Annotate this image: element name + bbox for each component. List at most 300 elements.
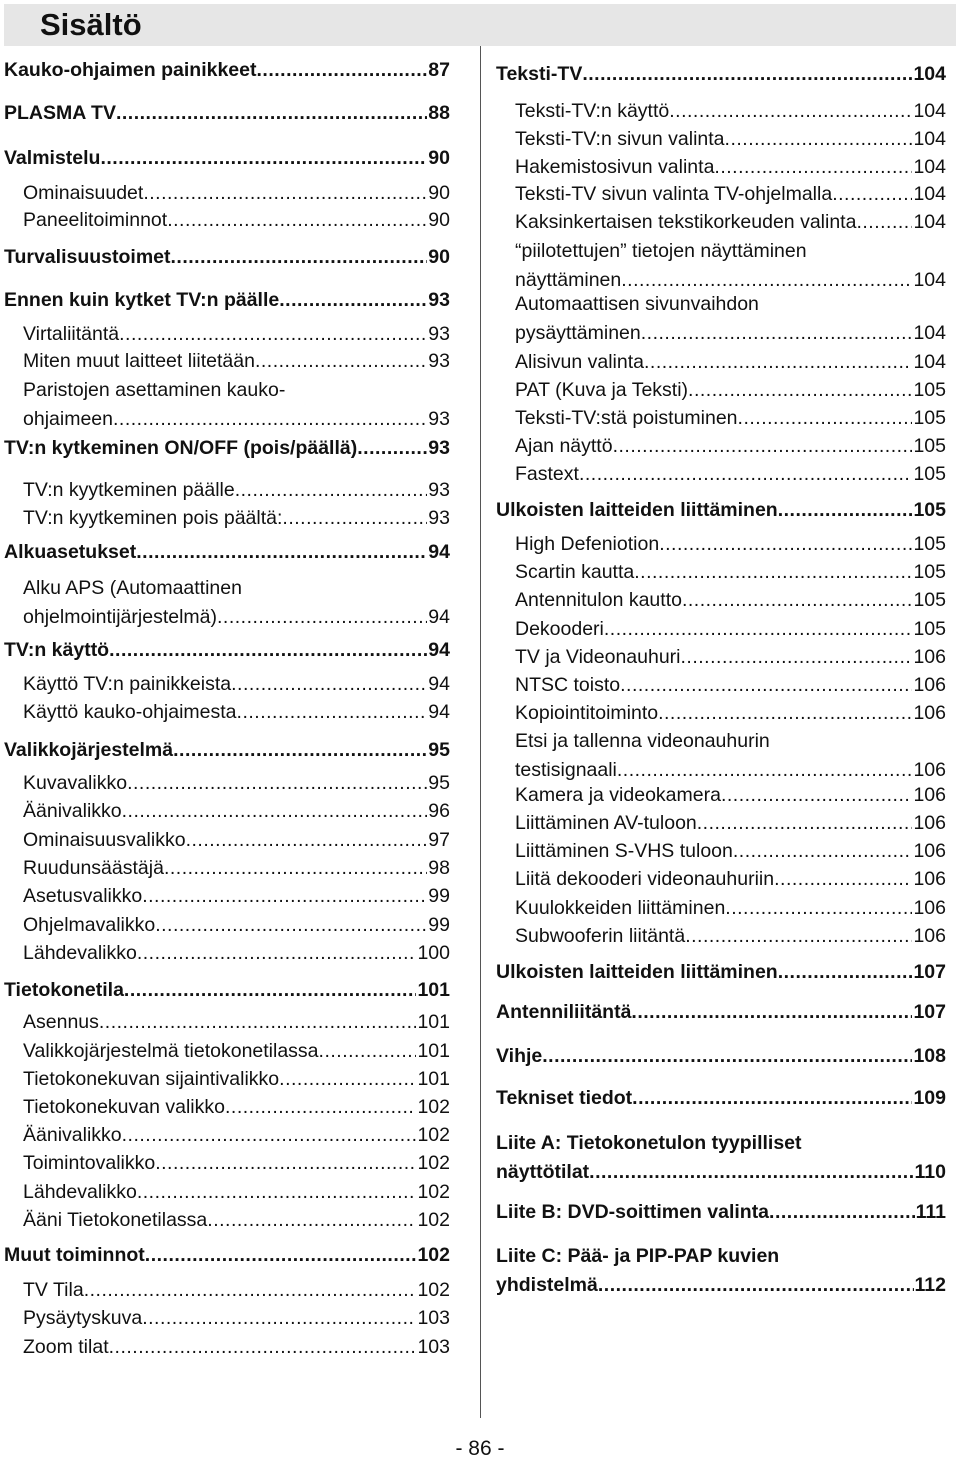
toc-entry-title: Teksti-TV:stä poistuminen — [515, 407, 738, 429]
toc-page-number: 93 — [428, 408, 450, 430]
toc-entry-title: Ruudunsäästäjä — [23, 857, 164, 879]
toc-line — [23, 603, 450, 632]
toc-heading-entry — [496, 958, 946, 987]
toc-entry-title: Paneelitoiminnot — [23, 209, 168, 231]
toc-line — [515, 643, 946, 672]
toc-entry-title: Muut toiminnot — [4, 1244, 145, 1266]
toc-page-number: 105 — [913, 618, 946, 640]
toc-entry-title: Automaattisen sivunvaihdon — [515, 293, 759, 315]
toc-entry-title: NTSC toisto — [515, 674, 621, 696]
toc-entry-title: Kaksinkertaisen tekstikorkeuden valinta — [515, 211, 857, 233]
dot-leader — [235, 476, 428, 505]
toc-page-number: 102 — [417, 1279, 450, 1301]
toc-page-number: 105 — [913, 533, 946, 555]
toc-heading-entry — [496, 998, 946, 1027]
toc-heading-entry — [4, 1241, 450, 1270]
toc-heading-entry — [4, 286, 450, 315]
toc-heading-entry — [496, 1198, 946, 1227]
toc-line — [4, 144, 450, 173]
dot-leader — [733, 837, 913, 866]
toc-entry-title: Liite B: DVD-soittimen valinta — [496, 1201, 770, 1223]
toc-entry-title: Äänivalikko — [23, 1124, 122, 1146]
toc-page-number: 90 — [428, 147, 450, 169]
toc-entry-title: TV:n käyttö — [4, 639, 110, 661]
toc-line — [515, 837, 946, 866]
toc-line — [4, 243, 450, 272]
dot-leader — [634, 558, 912, 587]
dot-leader — [632, 1084, 912, 1113]
toc-entry-title: Valikkojärjestelmä tietokonetilassa — [23, 1040, 319, 1062]
toc-entry — [4, 698, 450, 727]
toc-entry-title: Liittäminen S-VHS tuloon — [515, 840, 733, 862]
toc-page-number: 104 — [913, 211, 946, 233]
toc-line — [515, 781, 946, 810]
toc-line — [4, 636, 450, 665]
toc-line — [23, 797, 450, 826]
toc-entry — [4, 179, 450, 208]
toc-page-number: 106 — [913, 868, 946, 890]
dot-leader — [164, 854, 427, 883]
toc-heading-entry — [4, 538, 450, 567]
toc-entry-title: näyttäminen — [515, 269, 622, 291]
toc-line — [496, 496, 946, 525]
toc-entry-title: Teksti-TV:n sivun valinta — [515, 128, 725, 150]
toc-page-number: 106 — [913, 759, 946, 781]
toc-entry — [4, 882, 450, 911]
toc-line — [23, 1008, 450, 1037]
toc-heading-entry — [4, 243, 450, 272]
toc-line — [515, 460, 946, 489]
toc-page-number: 95 — [428, 772, 450, 794]
toc-heading-entry — [496, 1084, 946, 1113]
toc-line — [23, 206, 450, 235]
toc-entry-title: ohjelmointijärjestelmä) — [23, 606, 217, 628]
dot-leader — [282, 504, 427, 533]
toc-page-number: 94 — [428, 673, 450, 695]
dot-leader — [832, 180, 912, 209]
toc-line — [23, 882, 450, 911]
toc-line — [515, 432, 946, 461]
toc-line — [23, 504, 450, 533]
toc-line — [4, 56, 450, 85]
toc-line — [496, 1129, 946, 1158]
toc-line — [515, 237, 946, 266]
dot-leader — [119, 320, 427, 349]
dot-leader — [84, 1276, 417, 1305]
dot-leader — [658, 699, 912, 728]
toc-entry-title: Teksti-TV:n käyttö — [515, 100, 670, 122]
dot-leader — [613, 432, 913, 461]
toc-entry-title: Teksti-TV — [496, 63, 583, 85]
toc-page-number: 93 — [428, 479, 450, 501]
toc-line — [515, 290, 946, 319]
toc-page-number: 104 — [913, 269, 946, 291]
toc-entry — [496, 348, 946, 377]
toc-page-number: 105 — [913, 589, 946, 611]
toc-line — [4, 434, 450, 463]
toc-entry — [496, 290, 946, 348]
toc-entry-title: Teksti-TV sivun valinta TV-ohjelmalla — [515, 183, 833, 205]
toc-entry-title: Pysäytyskuva — [23, 1307, 143, 1329]
dot-leader — [217, 603, 427, 632]
toc-heading-entry — [4, 636, 450, 665]
toc-line — [515, 586, 946, 615]
toc-entry-title: Liitä dekooderi videonauhuriin — [515, 868, 775, 890]
page-number: - 86 - — [455, 1437, 505, 1460]
toc-line — [4, 1241, 450, 1270]
toc-entry-title: Antenniliitäntä — [496, 1001, 632, 1023]
toc-line — [23, 826, 450, 855]
page-title: Sisältö — [40, 7, 142, 42]
header-bar — [4, 4, 956, 46]
toc-line — [515, 530, 946, 559]
toc-page-number: 104 — [913, 63, 946, 85]
toc-entry-title: Ominaisuusvalikko — [23, 829, 186, 851]
toc-entry — [4, 574, 450, 632]
toc-entry — [496, 180, 946, 209]
toc-entry-title: Ennen kuin kytket TV:n päälle — [4, 289, 280, 311]
toc-line — [515, 180, 946, 209]
toc-entry — [496, 97, 946, 126]
toc-line — [23, 179, 450, 208]
toc-page-number: 103 — [417, 1307, 450, 1329]
toc-heading-entry — [4, 99, 450, 128]
toc-entry-title: Liite C: Pää- ja PIP-PAP kuvien — [496, 1245, 780, 1267]
toc-entry-title: Asennus — [23, 1011, 99, 1033]
toc-entry-title: TV:n kyytkeminen pois päältä: — [23, 507, 283, 529]
toc-entry-title: Kamera ja videokamera — [515, 784, 721, 806]
toc-line — [515, 922, 946, 951]
toc-entry-title: Ominaisuudet — [23, 182, 144, 204]
dot-leader — [124, 976, 417, 1005]
toc-line — [4, 736, 450, 765]
toc-line — [496, 998, 946, 1027]
dot-leader — [167, 206, 427, 235]
toc-page-number: 106 — [913, 897, 946, 919]
toc-entry-title: Lähdevalikko — [23, 942, 137, 964]
dot-leader — [155, 911, 427, 940]
toc-entry-title: testisignaali — [515, 759, 617, 781]
toc-entry-title: Virtaliitäntä — [23, 323, 120, 345]
toc-line — [23, 854, 450, 883]
toc-page-number: 94 — [428, 701, 450, 723]
toc-line — [515, 615, 946, 644]
toc-page-number: 88 — [428, 102, 450, 124]
toc-entry-title: TV ja Videonauhuri — [515, 646, 681, 668]
toc-page-number: 93 — [428, 437, 450, 459]
toc-page-number: 93 — [428, 350, 450, 372]
toc-page-number: 102 — [417, 1096, 450, 1118]
toc-page-number: 106 — [913, 646, 946, 668]
toc-entry-title: TV Tila — [23, 1279, 84, 1301]
dot-leader — [644, 348, 912, 377]
toc-entry-title: Alku APS (Automaattinen — [23, 577, 242, 599]
toc-line — [515, 404, 946, 433]
toc-line — [515, 727, 946, 756]
toc-line — [23, 1121, 450, 1150]
toc-entry-title: Ulkoisten laitteiden liittäminen — [496, 961, 778, 983]
toc-entry — [4, 476, 450, 505]
toc-entry-title: ohjaimeen — [23, 408, 113, 430]
dot-leader — [738, 404, 913, 433]
toc-heading-entry — [4, 434, 450, 463]
toc-entry — [4, 1304, 450, 1333]
toc-entry — [4, 1333, 450, 1362]
dot-leader — [659, 530, 912, 559]
toc-entry-title: PAT (Kuva ja Teksti) — [515, 379, 689, 401]
toc-page-number: 94 — [428, 606, 450, 628]
toc-page-number: 108 — [913, 1045, 946, 1067]
toc-heading-entry — [496, 1042, 946, 1071]
toc-page-number: 96 — [428, 800, 450, 822]
toc-line — [515, 208, 946, 237]
toc-page-number: 99 — [428, 914, 450, 936]
toc-entry-title: Antennitulon kautto — [515, 589, 682, 611]
dot-leader — [207, 1206, 416, 1235]
toc-entry-title: Paristojen asettaminen kauko- — [23, 379, 286, 401]
dot-leader — [631, 998, 912, 1027]
toc-page-number: 95 — [428, 739, 450, 761]
toc-entry — [496, 432, 946, 461]
toc-page-number: 93 — [428, 507, 450, 529]
toc-entry — [496, 153, 946, 182]
toc-line — [515, 125, 946, 154]
toc-entry — [4, 504, 450, 533]
toc-page-number: 106 — [913, 702, 946, 724]
toc-line — [515, 376, 946, 405]
dot-leader — [145, 1241, 417, 1270]
toc-page-number: 101 — [417, 1068, 450, 1090]
dot-leader — [725, 125, 913, 154]
dot-leader — [774, 865, 912, 894]
toc-entry-title: Lähdevalikko — [23, 1181, 137, 1203]
toc-page-number: 87 — [428, 59, 450, 81]
dot-leader — [122, 797, 428, 826]
toc-entry — [4, 320, 450, 349]
toc-heading-entry — [496, 496, 946, 525]
dot-leader — [231, 670, 427, 699]
toc-entry — [4, 769, 450, 798]
dot-leader — [721, 781, 913, 810]
toc-entry — [496, 671, 946, 700]
dot-leader — [714, 153, 912, 182]
toc-entry-title: Tietokonekuvan sijaintivalikko — [23, 1068, 280, 1090]
toc-page-number: 107 — [913, 961, 946, 983]
toc-line — [23, 670, 450, 699]
toc-entry — [496, 460, 946, 489]
toc-entry — [4, 1178, 450, 1207]
toc-entry-title: Alkuasetukset — [4, 541, 137, 563]
toc-line — [496, 1198, 946, 1227]
dot-leader — [142, 1304, 416, 1333]
toc-page-number: 105 — [913, 463, 946, 485]
dot-leader — [725, 894, 912, 923]
toc-line — [515, 894, 946, 923]
dot-leader — [143, 179, 427, 208]
toc-entry — [496, 699, 946, 728]
toc-page-number: 109 — [913, 1087, 946, 1109]
toc-entry-title: Tietokonetila — [4, 979, 124, 1001]
dot-leader — [319, 1037, 417, 1066]
toc-page-number: 104 — [913, 183, 946, 205]
toc-entry-title: TV:n kytkeminen ON/OFF (pois/päällä) — [4, 437, 358, 459]
toc-entry — [496, 894, 946, 923]
toc-page-number: 104 — [913, 322, 946, 344]
dot-leader — [681, 643, 913, 672]
toc-line — [4, 99, 450, 128]
toc-page-number: 90 — [428, 182, 450, 204]
dot-leader — [100, 144, 427, 173]
toc-line — [23, 769, 450, 798]
toc-entry-title: Liite A: Tietokonetulon tyypilliset — [496, 1132, 802, 1154]
toc-page-number: 105 — [913, 407, 946, 429]
toc-entry — [496, 530, 946, 559]
dot-leader — [99, 1008, 417, 1037]
toc-page-number: 102 — [417, 1152, 450, 1174]
toc-entry — [4, 670, 450, 699]
toc-page-number: 110 — [914, 1161, 946, 1183]
toc-page-number: 102 — [417, 1124, 450, 1146]
toc-entry-title: Käyttö TV:n painikkeista — [23, 673, 232, 695]
toc-entry-title: Vihje — [496, 1045, 543, 1067]
dot-leader — [620, 671, 912, 700]
dot-leader — [173, 736, 427, 765]
toc-line — [4, 538, 450, 567]
toc-line — [515, 865, 946, 894]
toc-entry-title: High Defeniotion — [515, 533, 660, 555]
toc-entry — [496, 208, 946, 237]
dot-leader — [113, 405, 427, 434]
toc-entry-title: pysäyttäminen — [515, 322, 641, 344]
toc-entry-title: Kopiointitoiminto — [515, 702, 659, 724]
toc-line — [496, 1084, 946, 1113]
toc-entry-title: Subwooferin liitäntä — [515, 925, 686, 947]
toc-entry — [496, 727, 946, 785]
toc-page-number: 102 — [417, 1209, 450, 1231]
toc-entry — [496, 837, 946, 866]
toc-entry-title: Zoom tilat — [23, 1336, 109, 1358]
toc-entry — [4, 1037, 450, 1066]
toc-entry — [496, 404, 946, 433]
toc-entry — [496, 125, 946, 154]
toc-line — [515, 558, 946, 587]
toc-entry — [496, 781, 946, 810]
toc-page-number: 112 — [914, 1274, 946, 1296]
toc-entry — [496, 643, 946, 672]
toc-entry-title: Tietokonekuvan valikko — [23, 1096, 225, 1118]
dot-leader — [685, 922, 912, 951]
dot-leader — [682, 586, 912, 615]
toc-page-number: 106 — [913, 674, 946, 696]
toc-entry — [496, 237, 946, 295]
toc-heading-entry — [4, 736, 450, 765]
dot-leader — [256, 56, 427, 85]
toc-line — [4, 976, 450, 1005]
toc-entry — [4, 826, 450, 855]
toc-entry — [4, 1008, 450, 1037]
toc-line — [23, 1093, 450, 1122]
toc-line — [515, 809, 946, 838]
toc-line — [496, 1042, 946, 1071]
dot-leader — [769, 1198, 915, 1227]
toc-entry-title: “piilotettujen” tietojen näyttäminen — [515, 240, 807, 262]
toc-line — [23, 405, 450, 434]
toc-page-number: 105 — [913, 379, 946, 401]
toc-line — [23, 1037, 450, 1066]
toc-entry-title: Valmistelu — [4, 147, 101, 169]
dot-leader — [137, 1178, 417, 1207]
toc-heading-entry — [4, 144, 450, 173]
toc-page-number: 93 — [428, 289, 450, 311]
toc-page-number: 111 — [915, 1201, 946, 1223]
toc-entry-title: yhdistelmä — [496, 1274, 598, 1296]
dot-leader — [697, 809, 913, 838]
dot-leader — [155, 1149, 416, 1178]
dot-leader — [778, 496, 913, 525]
toc-entry — [4, 854, 450, 883]
toc-entry — [4, 797, 450, 826]
toc-heading-entry — [4, 976, 450, 1005]
toc-line — [23, 1149, 450, 1178]
toc-line — [496, 60, 946, 89]
dot-leader — [357, 434, 427, 463]
toc-entry-title: TV:n kyytkeminen päälle — [23, 479, 235, 501]
toc-entry-title: Tekniset tiedot — [496, 1087, 633, 1109]
toc-line — [496, 1158, 946, 1187]
toc-entry — [496, 809, 946, 838]
toc-entry-title: Äänivalikko — [23, 800, 122, 822]
toc-entry-title: Kauko-ohjaimen painikkeet — [4, 59, 257, 81]
toc-page-number: 106 — [913, 784, 946, 806]
dot-leader — [136, 538, 427, 567]
toc-entry-title: Kuvavalikko — [23, 772, 128, 794]
toc-line — [23, 376, 450, 405]
toc-entry-title: Dekooderi — [515, 618, 604, 640]
toc-entry-title: Ajan näyttö — [515, 435, 613, 457]
dot-leader — [279, 286, 427, 315]
toc-entry — [4, 1065, 450, 1094]
toc-page-number: 105 — [913, 561, 946, 583]
toc-page-number: 104 — [913, 156, 946, 178]
toc-line — [515, 348, 946, 377]
toc-line — [4, 286, 450, 315]
toc-line — [515, 153, 946, 182]
toc-entry — [4, 1149, 450, 1178]
toc-page-number: 93 — [428, 323, 450, 345]
toc-entry — [4, 206, 450, 235]
dot-leader — [237, 698, 428, 727]
dot-leader — [109, 636, 427, 665]
toc-entry — [4, 1206, 450, 1235]
toc-line — [23, 574, 450, 603]
toc-line — [496, 958, 946, 987]
dot-leader — [688, 376, 912, 405]
toc-page-number: 94 — [428, 541, 450, 563]
toc-page-number: 105 — [913, 435, 946, 457]
toc-entry-title: Käyttö kauko-ohjaimesta — [23, 701, 237, 723]
toc-page-number: 97 — [428, 829, 450, 851]
toc-entry — [496, 865, 946, 894]
dot-leader — [142, 882, 427, 911]
toc-entry-title: Ääni Tietokonetilassa — [23, 1209, 208, 1231]
toc-page-number: 99 — [428, 885, 450, 907]
toc-entry-title: Valikkojärjestelmä — [4, 739, 174, 761]
column-divider — [480, 46, 481, 1418]
toc-entry — [4, 376, 450, 434]
toc-line — [496, 1271, 946, 1300]
toc-entry — [496, 558, 946, 587]
dot-leader — [171, 243, 428, 272]
